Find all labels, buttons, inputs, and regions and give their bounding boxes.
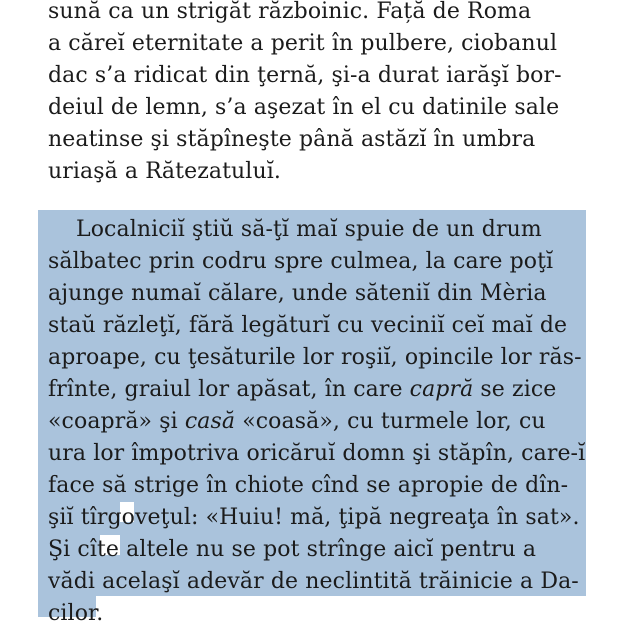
line7-si: şi bbox=[159, 409, 178, 434]
paragraph2-line3[interactable]: ajunge numaĭ călare, unde săteniĭ din Mèria bbox=[48, 281, 547, 306]
paragraph2-line13[interactable]: cilor. bbox=[48, 601, 104, 626]
paragraph2-line1[interactable]: Localniciĭ ştiŭ să-ţĭ maĭ spuie de un drum bbox=[76, 217, 542, 242]
paragraph1-line3: dac s’a ridicat din ţernă, şi-a durat iarăşĭ bor- bbox=[48, 63, 562, 88]
paragraph2-line7[interactable] bbox=[48, 406, 546, 438]
paragraph1-line1: sună ca un strigăt războinic. Față de Roma bbox=[48, 0, 532, 24]
paragraph1-line6: uriaşă a Rătezatuluĭ. bbox=[48, 159, 281, 184]
paragraph2-line9[interactable]: face să strige în chiote cînd se apropie de dîn- bbox=[48, 473, 569, 498]
selection-end-gap bbox=[96, 596, 586, 618]
paragraph2-line12[interactable]: vădi acelaşĭ adevăr de neclintită trăinicie a Da- bbox=[48, 569, 579, 594]
paragraph1-line5: neatinse şi stăpîneşte până astăzĭ în umbra bbox=[48, 127, 536, 152]
paragraph2-line2[interactable]: sălbatec prin codru spre culmea, la care poţĭ bbox=[48, 249, 554, 274]
paragraph2-line8[interactable]: ura lor împotriva oricăruĭ domn şi stăpîn, care-ĭ bbox=[48, 441, 586, 466]
line6-end: se zice bbox=[480, 377, 557, 402]
italic-word-casa: casă bbox=[184, 409, 236, 434]
line6-text: frînte, graiul lor apăsat, în care bbox=[48, 377, 403, 402]
paragraph2-line10[interactable]: şiĭ tîrgoveţul: «Huiu! mă, ţipă negreaţa în sat». bbox=[48, 505, 580, 530]
paragraph2-line4[interactable]: staŭ răzleţĭ, fără legăturĭ cu veciniĭ ceĭ maĭ de bbox=[48, 313, 568, 338]
paragraph2-line5[interactable]: aproape, cu ţesăturile lor roşiĭ, opincile lor răs- bbox=[48, 345, 582, 370]
paragraph1-line4: deiul de lemn, s’a aşezat în el cu datinile sale bbox=[48, 95, 560, 120]
italic-word-capra: capră bbox=[409, 377, 474, 402]
line7-coapra: «coapră» bbox=[48, 409, 153, 434]
paragraph2-line11[interactable]: Şi cîte altele nu se pot strînge aicĭ pentru a bbox=[48, 537, 537, 562]
paragraph1-line2: a căreĭ eternitate a perit în pulbere, ciobanul bbox=[48, 31, 558, 56]
line7-rest: «coasă», cu turmele lor, cu bbox=[242, 409, 546, 434]
paragraph2-line6[interactable] bbox=[48, 374, 556, 406]
